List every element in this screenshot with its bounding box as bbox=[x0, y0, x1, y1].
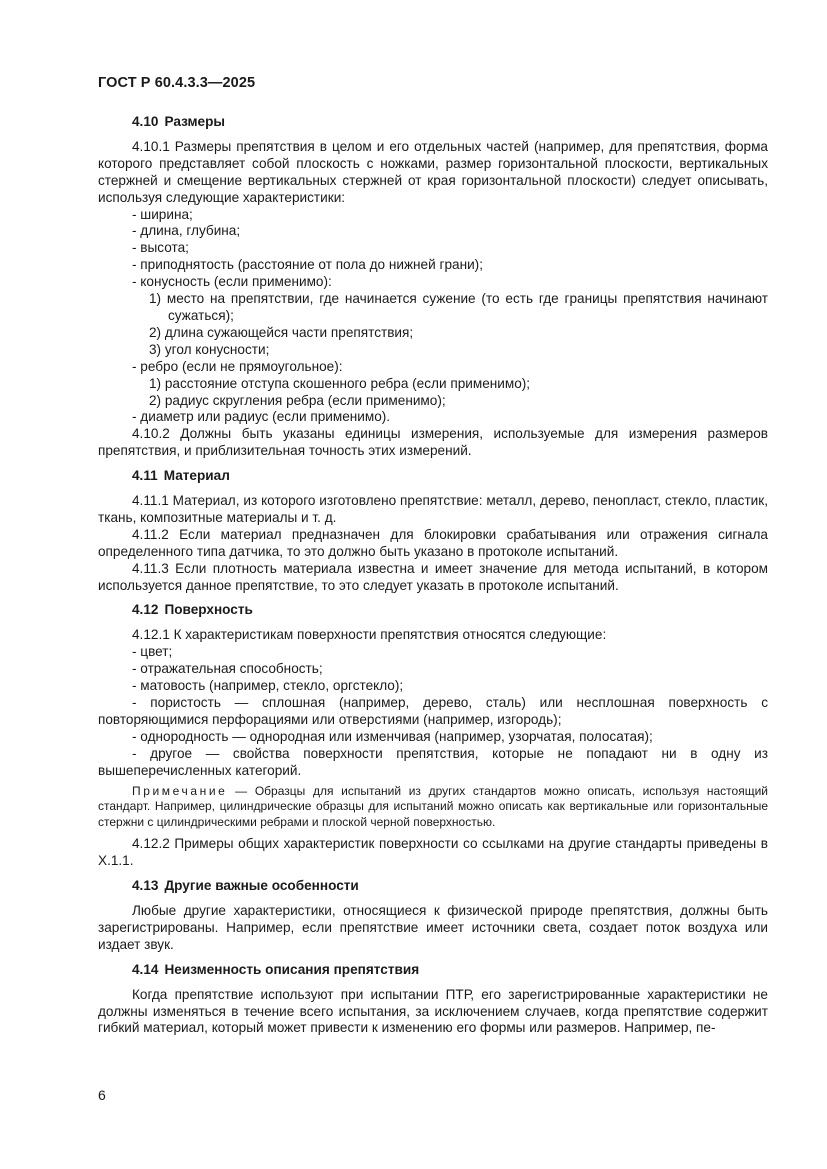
numbered-subitem: 1) место на препятствии, где начинается сужение (то есть где границы препятствия начинают сужаться); bbox=[149, 291, 768, 323]
section-heading bbox=[98, 602, 768, 619]
list-item: - цвет; bbox=[132, 644, 173, 660]
paragraph: Когда препятствие используют при испытании ПТР, его зарегистрированные характеристики не должны изменяться в течение всего испытания, за исключением случаев, когда препятствие содержит гибкий материал, который может привести к изменению его формы или размеров. Например, пе- bbox=[98, 986, 768, 1036]
section-title: Неизменность описания препятствия bbox=[164, 961, 420, 977]
section-number: 4.14 bbox=[132, 961, 159, 977]
list-item: - высота; bbox=[132, 240, 189, 256]
numbered-subitem: 1) расстояние отступа скошенного ребра (если применимо); bbox=[149, 375, 531, 391]
page-number: 6 bbox=[98, 1087, 106, 1103]
section-number: 4.12 bbox=[132, 602, 159, 618]
list-item: - диаметр или радиус (если применимо). bbox=[132, 409, 391, 425]
note-text: — Образцы для испытаний из других стандартов можно описать, используя настоящий стандарт. Например, цилиндрические образцы для испытаний можно описать как вертикальные или горизонтальные стержни с цилиндрическими ребрами и плоской черной поверхностью. bbox=[98, 783, 768, 829]
list-item: - другое — свойства поверхности препятствия, которые не попадают ни в одну из вышеперечисленных категорий. bbox=[98, 745, 768, 778]
section-heading bbox=[98, 878, 768, 895]
numbered-subitem: 3) угол конусности; bbox=[149, 341, 270, 357]
list-item: - приподнятость (расстояние от пола до нижней грани); bbox=[132, 257, 483, 273]
document-body bbox=[98, 114, 768, 1037]
section-title: Другие важные особенности bbox=[164, 878, 359, 894]
paragraph: 4.12.1 К характеристикам поверхности препятствия относятся следующие: bbox=[132, 627, 607, 643]
list-item: - матовость (например, стекло, оргстекло); bbox=[132, 678, 404, 694]
section-title: Материал bbox=[163, 468, 230, 484]
list-item: - длина, глубина; bbox=[132, 223, 241, 239]
paragraph: Любые другие характеристики, относящиеся к физической природе препятствия, должны быть зарегистрированы. Например, если препятствие имеет источники света, создает поток воздуха или издает звук. bbox=[98, 903, 768, 952]
note-label: Примечание bbox=[132, 783, 228, 798]
section-number: 4.11 bbox=[132, 468, 158, 484]
document-id: ГОСТ Р 60.4.3.3—2025 bbox=[98, 75, 256, 91]
section-title: Размеры bbox=[164, 114, 226, 129]
list-item: - однородность — однородная или изменчивая (например, узорчатая, полосатая); bbox=[132, 728, 653, 744]
list-item: - ребро (если не прямоугольное): bbox=[132, 358, 343, 374]
section-heading bbox=[98, 962, 768, 979]
list-item: - отражательная способность; bbox=[132, 661, 323, 677]
paragraph: 4.11.1 Материал, из которого изготовлено препятствие: металл, дерево, пенопласт, стекло, пластик, ткань, композитные материалы и т. д. bbox=[98, 493, 768, 525]
paragraph: 4.10.2 Должны быть указаны единицы измерения, используемые для измерения размеров препятствия, и приблизительная точность этих измерений. bbox=[98, 426, 768, 459]
numbered-subitem: 2) радиус скругления ребра (если применимо); bbox=[149, 392, 446, 408]
section-number: 4.10 bbox=[132, 114, 159, 129]
paragraph: 4.11.3 Если плотность материала известна и имеет значение для метода испытаний, в котором используется данное препятствие, то это следует указать в протоколе испытаний. bbox=[98, 560, 768, 593]
section-heading bbox=[98, 468, 768, 485]
paragraph: 4.11.2 Если материал предназначен для блокировки срабатывания или отражения сигнала определенного типа датчика, то это должно быть указано в протоколе испытаний. bbox=[98, 526, 768, 559]
section-title: Поверхность bbox=[164, 602, 253, 618]
section-number: 4.13 bbox=[132, 878, 159, 894]
paragraph: 4.10.1 Размеры препятствия в целом и его отдельных частей (например, для препятствия, форма которого представляет собой плоскость с ножками, размер горизонтальной плоскости, вертикальных стержней и смещение вертикальных стержней от края горизонтальной плоскости) следует описывать, используя следующие характеристики: bbox=[98, 138, 768, 205]
note bbox=[98, 784, 768, 831]
list-item: - пористость — сплошная (например, дерево, сталь) или несплошная поверхность с повторяющимися перфорациями или отверстиями (например, изгородь); bbox=[98, 695, 768, 727]
list-item: - конусность (если применимо): bbox=[132, 274, 332, 290]
paragraph: 4.12.2 Примеры общих характеристик поверхности со ссылками на другие стандарты приведены в Х.1.1. bbox=[98, 836, 768, 869]
list-item: - ширина; bbox=[132, 206, 193, 222]
numbered-subitem: 2) длина сужающейся части препятствия; bbox=[149, 324, 414, 340]
section-heading bbox=[98, 114, 768, 131]
